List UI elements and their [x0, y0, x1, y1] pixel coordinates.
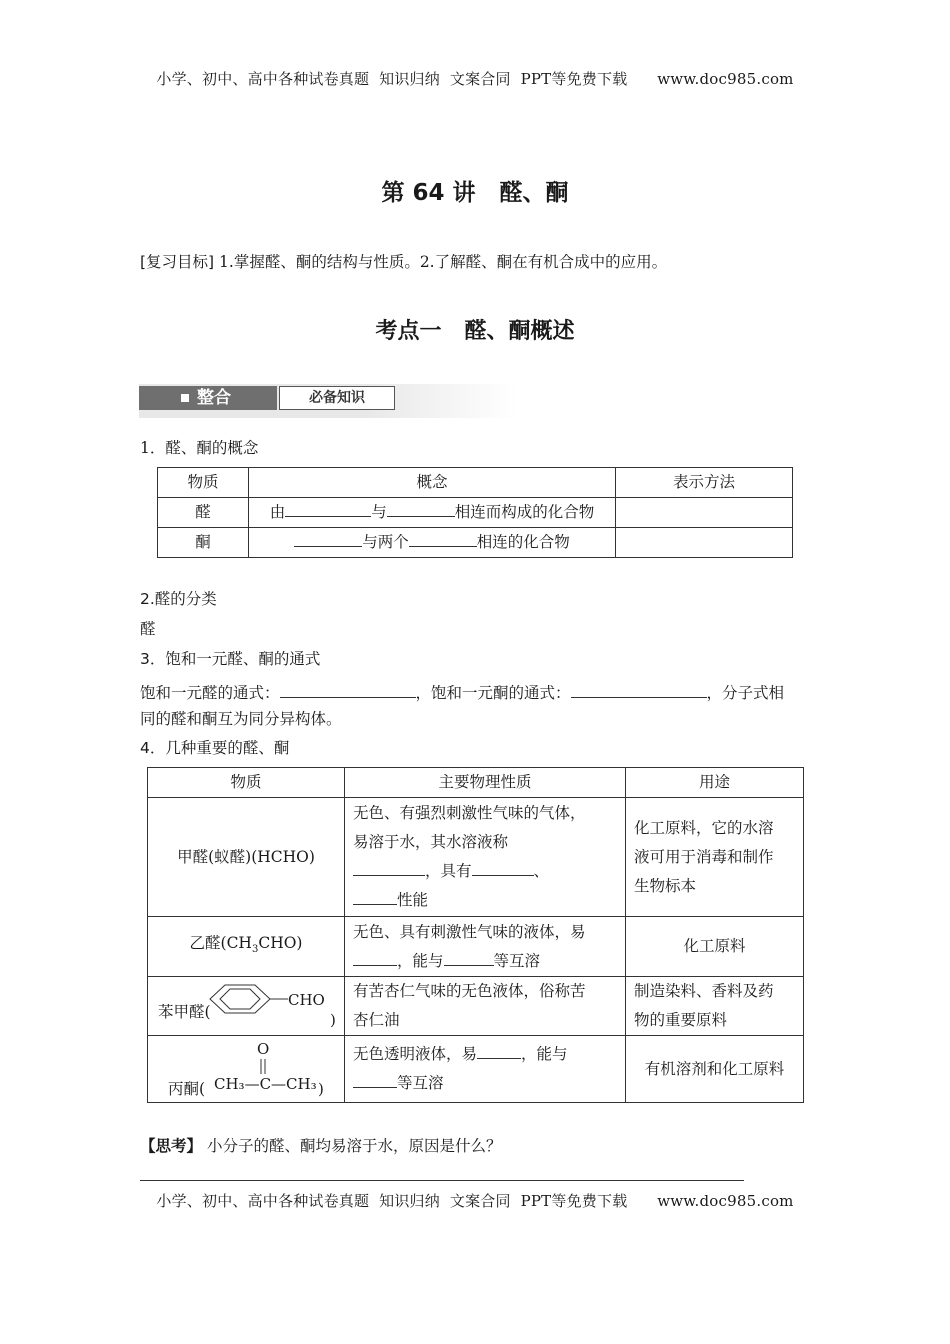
cell-use: 制造染料、香料及药 物的重要原料 — [626, 977, 804, 1036]
cell-substance: 甲醛(蚁醛)(HCHO) — [148, 798, 345, 917]
paren-close: ) — [318, 1080, 324, 1098]
fill-blank[interactable] — [472, 857, 534, 876]
fill-blank[interactable] — [294, 528, 362, 547]
cell-use: 有机溶剂和化工原料 — [626, 1036, 804, 1103]
table-row — [148, 798, 804, 917]
col-header: 主要物理性质 — [345, 768, 626, 798]
s1-heading: 1．醛、酮的概念 — [140, 439, 259, 457]
cell-concept: 与两个 相连的化合物 — [249, 528, 616, 558]
fill-blank[interactable] — [285, 498, 371, 517]
fill-blank[interactable] — [353, 857, 425, 876]
review-goal-text: 1.掌握醛、酮的结构与性质。2.了解醛、酮在有机合成中的应用。 — [214, 253, 668, 271]
cell-substance: 乙醛$(CH_3CHO)$ — [148, 917, 345, 977]
col-header: 用途 — [626, 768, 804, 798]
cell-representation[interactable] — [616, 528, 793, 558]
cell-properties: 无色、具有刺激性气味的液体，易 ，能与 等互溶 — [345, 917, 626, 977]
think-question — [140, 1134, 501, 1156]
section-banner — [139, 384, 517, 418]
section-title: 考点一 醛、酮概述 — [375, 319, 575, 344]
col-header: 表示方法 — [616, 468, 793, 498]
fill-blank[interactable] — [387, 498, 455, 517]
think-text: 小分子的醛、酮均易溶于水，原因是什么？ — [202, 1137, 502, 1155]
cell-concept: 由 与 相连而构成的化合物 — [249, 498, 616, 528]
fill-blank[interactable] — [353, 1069, 397, 1088]
cell-substance — [148, 977, 345, 1036]
fill-blank[interactable] — [571, 679, 707, 698]
cell-use: 化工原料，它的水溶 液可用于消毒和制作 生物标本 — [626, 798, 804, 917]
s4-heading: 4．几种重要的醛、酮 — [140, 739, 290, 757]
benzaldehyde-structure — [148, 977, 344, 1035]
cell-representation[interactable] — [616, 498, 793, 528]
page-footer: 小学、初中、高中各种试卷真题 知识归纳 文案合同 PPT等免费下载 www.doc985.com — [156, 1192, 794, 1210]
concept-table — [157, 467, 793, 558]
cell-use: 化工原料 — [626, 917, 804, 977]
s3-line1: 饱和一元醛的通式： ，饱和一元酮的通式： ，分子式相 — [140, 679, 784, 704]
col-header: 物质 — [148, 768, 345, 798]
cell-properties: 无色透明液体，易 ，能与 等互溶 — [345, 1036, 626, 1103]
lecture-title: 第 64 讲 醛、酮 — [381, 180, 569, 206]
think-label: 【思考】 — [140, 1137, 203, 1155]
banner-right-label: 必备知识 — [279, 386, 395, 410]
s2-body: 醛 — [140, 620, 156, 638]
table-row — [158, 498, 793, 528]
table-row — [148, 977, 804, 1036]
fill-blank[interactable] — [477, 1040, 521, 1059]
paren-close: ) — [330, 1011, 336, 1029]
cell-substance: 酮 — [158, 528, 249, 558]
footer-divider — [140, 1180, 744, 1181]
cell-substance: 醛 — [158, 498, 249, 528]
fill-blank[interactable] — [444, 947, 494, 966]
table-row — [148, 1036, 804, 1103]
banner-left-label: 整合 — [197, 388, 231, 408]
table-row — [158, 528, 793, 558]
col-header: 物质 — [158, 468, 249, 498]
square-bullet-icon — [181, 394, 189, 402]
cell-properties: 无色、有强烈刺激性气味的气体， 易溶于水，其水溶液称 ，具有 、 性能 — [345, 798, 626, 917]
cell-properties: 有苦杏仁气味的无色液体，俗称苦 杏仁油 — [345, 977, 626, 1036]
s3-heading: 3．饱和一元醛、酮的通式 — [140, 650, 321, 668]
acetone-name: 丙酮( — [168, 1080, 206, 1098]
fill-blank[interactable] — [353, 886, 397, 905]
cho-group: CHO — [288, 991, 325, 1009]
benzaldehyde-name: 苯甲醛( — [158, 1003, 211, 1021]
s3-line2: 同的醛和酮互为同分异构体。 — [140, 710, 342, 728]
fill-blank[interactable] — [409, 528, 477, 547]
oxygen-atom: O — [257, 1040, 270, 1058]
fill-blank[interactable] — [353, 947, 397, 966]
review-goal — [140, 250, 667, 272]
acetone-structure — [148, 1036, 344, 1102]
page-header: 小学、初中、高中各种试卷真题 知识归纳 文案合同 PPT等免费下载 www.doc985.com — [156, 70, 794, 88]
review-goal-label: [复习目标] — [140, 253, 215, 271]
carbon-chain: CH₃—C—CH₃ — [214, 1075, 317, 1093]
cell-substance — [148, 1036, 345, 1103]
table-row — [148, 917, 804, 977]
aldehyde-ketone-table — [147, 767, 804, 1103]
s2-heading: 2.醛的分类 — [140, 590, 217, 608]
col-header: 概念 — [249, 468, 616, 498]
fill-blank[interactable] — [280, 679, 416, 698]
